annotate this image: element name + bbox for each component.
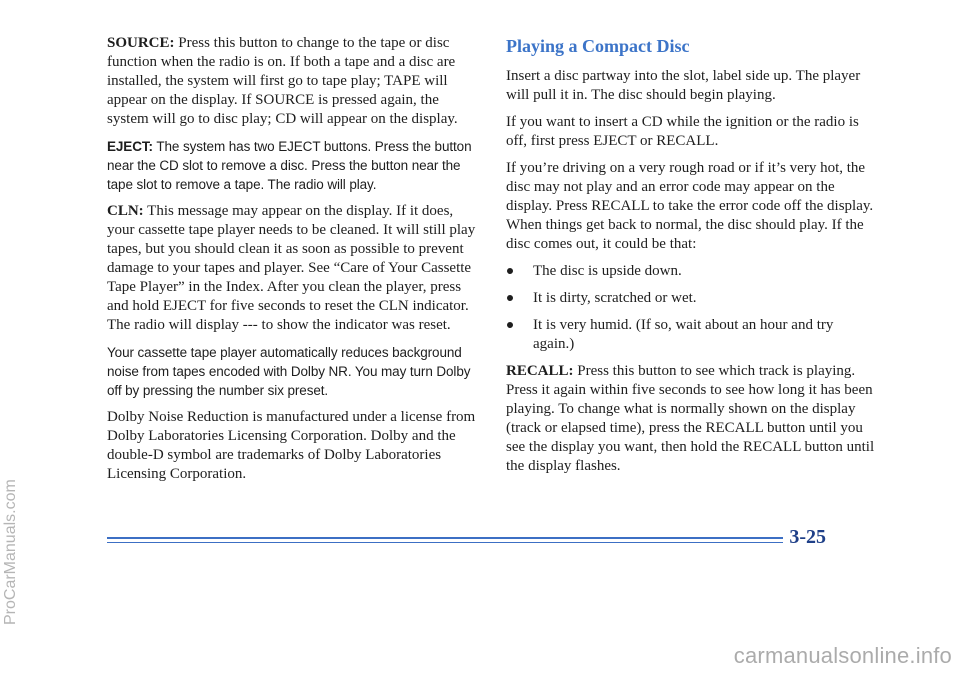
insert-paragraph: Insert a disc partway into the slot, label side up. The player will pull it in. The disc should begin playing.: [506, 68, 861, 103]
page-number: 3-25: [783, 526, 826, 549]
cause-list: [506, 262, 876, 354]
eject-text: The system has two EJECT buttons. Press the button near the CD slot to remove a disc. Press the button near the tape slot to remove a tape. The radio will play.: [107, 139, 472, 192]
list-item-text: It is very humid. (If so, wait about an hour and try again.): [533, 317, 834, 352]
source-text: Press this button to change to the tape or disc function when the radio is on. If both a tape and a disc are installed, the system will first go to tape play; TAPE will appear on the display. If SOURCE is pressed again, the system will go to disc play; CD will appear on the display.: [107, 35, 458, 127]
dolby-note: Your cassette tape player automatically reduces background noise from tapes encoded with Dolby NR. You may turn Dolby off by pressing the number six preset.: [107, 345, 471, 398]
ignition-paragraph: If you want to insert a CD while the ignition or the radio is off, first press EJECT or RECALL.: [506, 114, 859, 149]
bullet-icon: [507, 322, 513, 328]
section-heading: Playing a Compact Disc: [506, 36, 690, 56]
left-column: [107, 34, 477, 492]
list-item: [506, 289, 876, 308]
list-item-text: The disc is upside down.: [533, 263, 682, 279]
footer-rule-thin: [107, 542, 826, 543]
dolby-trademark: Dolby Noise Reduction is manufactured under a license from Dolby Laboratories Licensing Corporation. Dolby and the double-D symbol are trademarks of Dolby Laboratories Licensing Corporation.: [107, 409, 476, 482]
footer-rule: [107, 537, 826, 539]
side-watermark: ProCarManuals.com: [2, 479, 19, 625]
cln-paragraph: [107, 202, 477, 335]
bullet-icon: [507, 268, 513, 274]
recall-paragraph: [506, 362, 876, 476]
list-item: [506, 262, 876, 281]
source-term: SOURCE:: [107, 35, 175, 51]
recall-term: RECALL:: [506, 363, 574, 379]
source-paragraph: [107, 34, 477, 129]
rough-road-paragraph: If you’re driving on a very rough road or if it’s very hot, the disc may not play and an error code may appear on the display. Press RECALL to take the error code off the display. When things get back to normal, the disc should play. If the disc comes out, it could be that:: [506, 160, 874, 252]
list-item: [506, 316, 876, 354]
cln-term: CLN:: [107, 203, 144, 219]
recall-text: Press this button to see which track is playing. Press it again within five seconds to see how long it has been playing. To change what is normally shown on the display (track or elapsed time), press the RECALL button until you see the display you want, then hold the RECALL button until the display flashes.: [506, 363, 875, 474]
eject-term: EJECT:: [107, 139, 153, 154]
right-column: [506, 34, 876, 484]
bullet-icon: [507, 295, 513, 301]
list-item-text: It is dirty, scratched or wet.: [533, 290, 697, 306]
footer-watermark: carmanualsonline.info: [733, 643, 952, 668]
cln-text: This message may appear on the display. If it does, your cassette tape player needs to be cleaned. It will still play tapes, but you should clean it as soon as possible to prevent damage to your tapes and player. See “Care of Your Cassette Tape Player” in the Index. After you clean the player, press and hold EJECT for five seconds to reset the CLN indicator. The radio will display --- to show the indicator was reset.: [107, 203, 476, 333]
eject-paragraph: [107, 137, 477, 194]
